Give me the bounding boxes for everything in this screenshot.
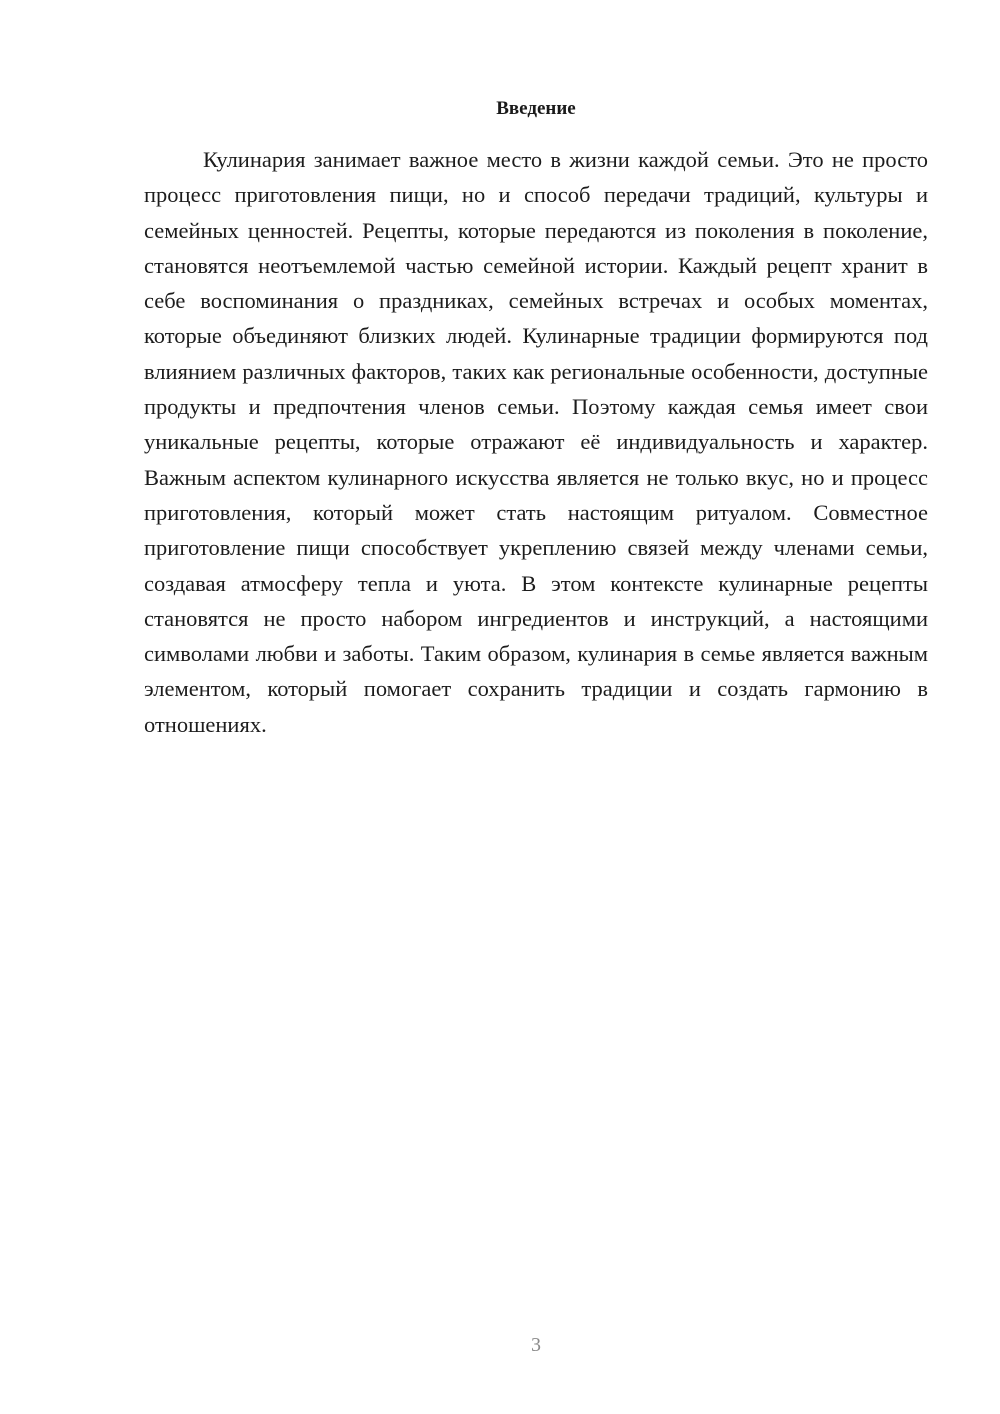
- body-paragraph: Кулинария занимает важное место в жизни каждой семьи. Это не просто процесс приготовления пищи, но и способ передачи традиций, культуры и семейных ценностей. Рецепты, которые передаются из поколения в поколение, становятся неотъемлемой частью семейной истории. Каждый рецепт хранит в себе воспоминания о праздниках, семейных встречах и особых моментах, которые объединяют близких людей. Кулинарные традиции формируются под влиянием различных факторов, таких как региональные особенности, доступные продукты и предпочтения членов семьи. Поэтому каждая семья имеет свои уникальные рецепты, которые отражают её индивидуальность и характер. Важным аспектом кулинарного искусства является не только вкус, но и процесс приготовления, который может стать настоящим ритуалом. Совместное приготовление пищи способствует укреплению связей между членами семьи, создавая атмосферу тепла и уюта. В этом контексте кулинарные рецепты становятся не просто набором ингредиентов и инструкций, а настоящими символами любви и заботы. Таким образом, кулинария в семье является важным элементом, который помогает сохранить традиции и создать гармонию в отношениях.: [144, 147, 928, 737]
- page-title: Введение: [496, 98, 576, 119]
- page-number: 3: [531, 1334, 541, 1356]
